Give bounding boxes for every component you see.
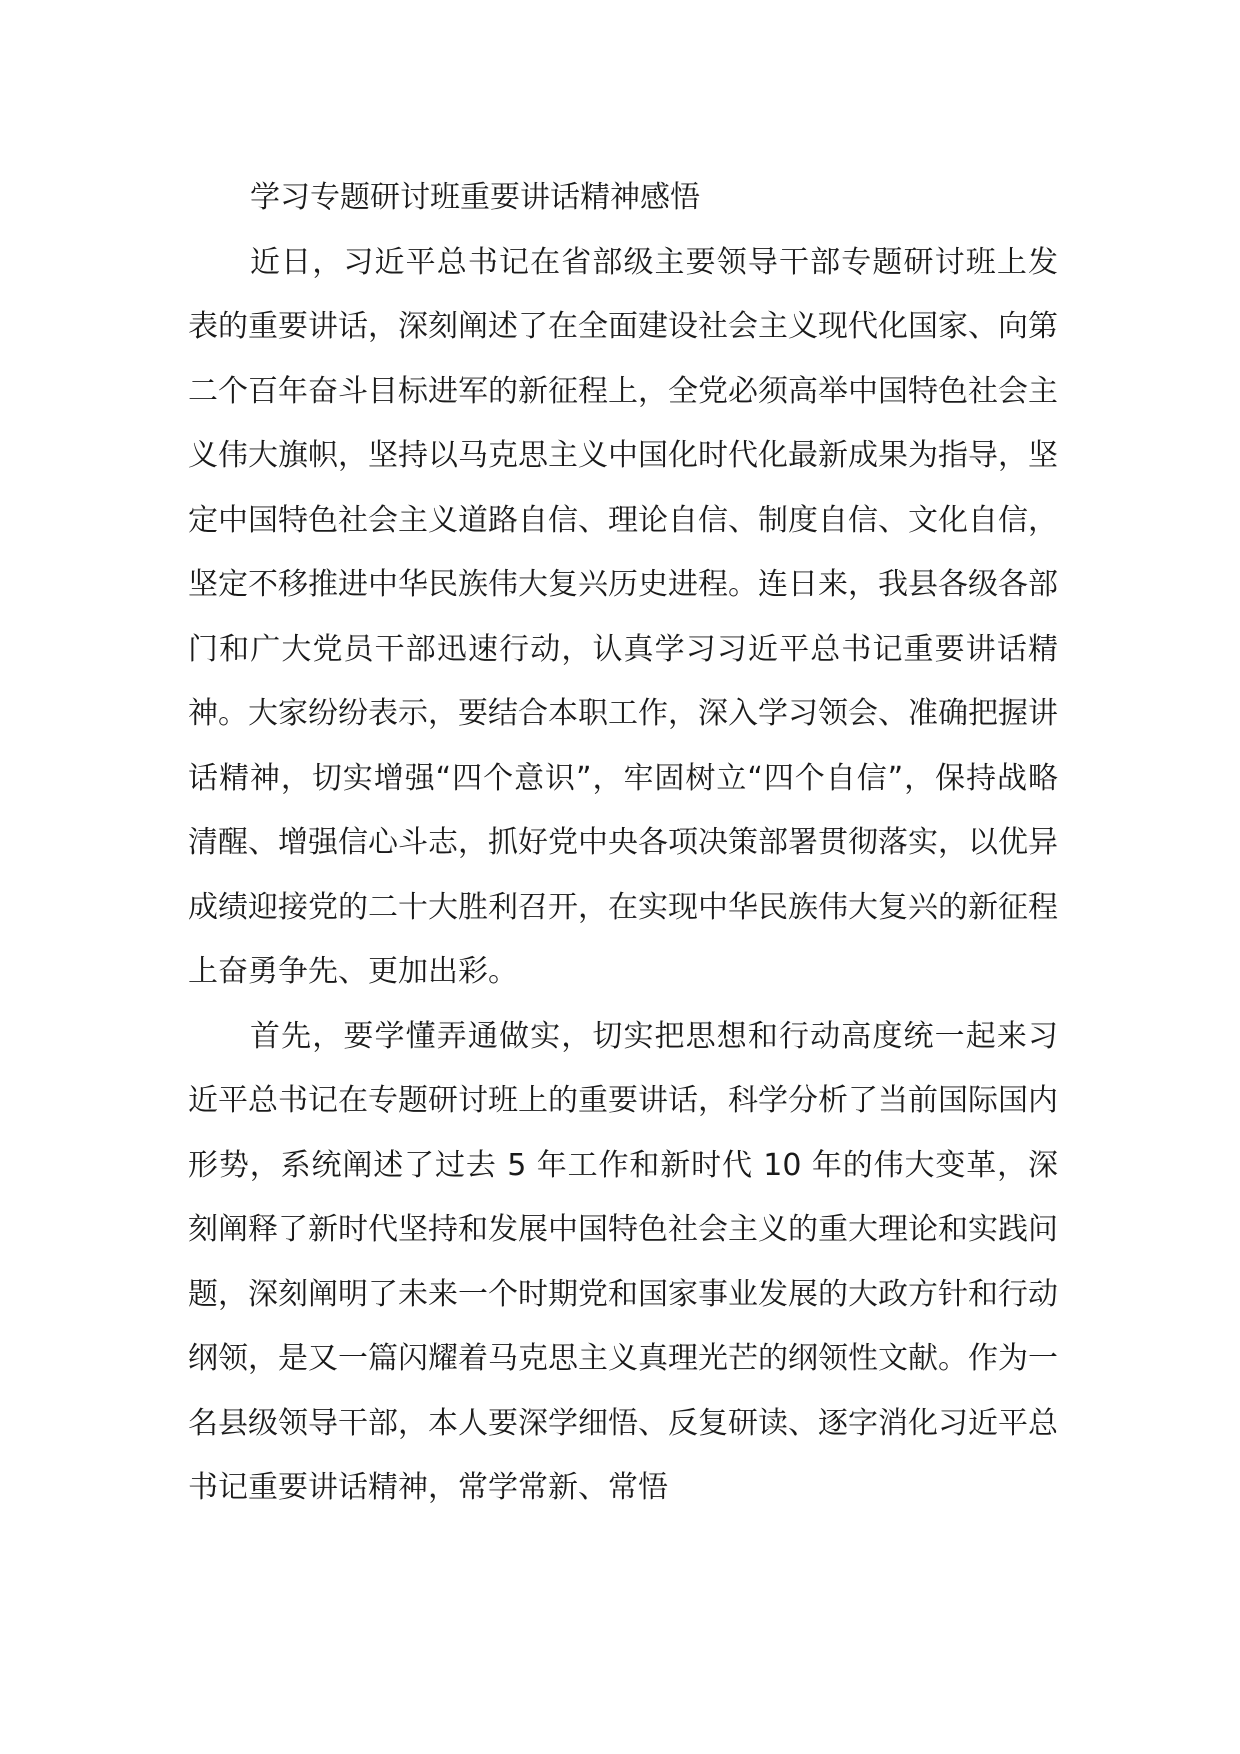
document-title: 学习专题研讨班重要讲话精神感悟 xyxy=(250,180,700,215)
document-body xyxy=(188,166,1058,1521)
paragraph: 首先，要学懂弄通做实，切实把思想和行动高度统一起来习近平总书记在专题研讨班上的重要讲话，科学分析了当前国际国内形势，系统阐述了过去 5 年工作和新时代 10 年的伟大变革，深刻阐释了新时代坚持和发展中国特色社会主义的重大理论和实践问题，深刻阐明了未来一个时期党和国家事业发展的大政方针和行动纲领，是又一篇闪耀着马克思主义真理光芒的纲领性文献。作为一名县级领导干部，本人要深学细悟、反复研读、逐字消化习近平总书记重要讲话精神，常学常新、常悟 xyxy=(188,1018,1058,1505)
paragraph: 近日，习近平总书记在省部级主要领导干部专题研讨班上发表的重要讲话，深刻阐述了在全面建设社会主义现代化国家、向第二个百年奋斗目标进军的新征程上，全党必须高举中国特色社会主义伟大旗帜，坚持以马克思主义中国化时代化最新成果为指导，坚定中国特色社会主义道路自信、理论自信、制度自信、文化自信，坚定不移推进中华民族伟大复兴历史进程。连日来，我县各级各部门和广大党员干部迅速行动，认真学习习近平总书记重要讲话精神。大家纷纷表示，要结合本职工作，深入学习领会、准确把握讲话精神，切实增强“四个意识”，牢固树立“四个自信”，保持战略清醒、增强信心斗志，抓好党中央各项决策部署贯彻落实，以优异成绩迎接党的二十大胜利召开，在实现中华民族伟大复兴的新征程上奋勇争先、更加出彩。 xyxy=(188,244,1058,989)
